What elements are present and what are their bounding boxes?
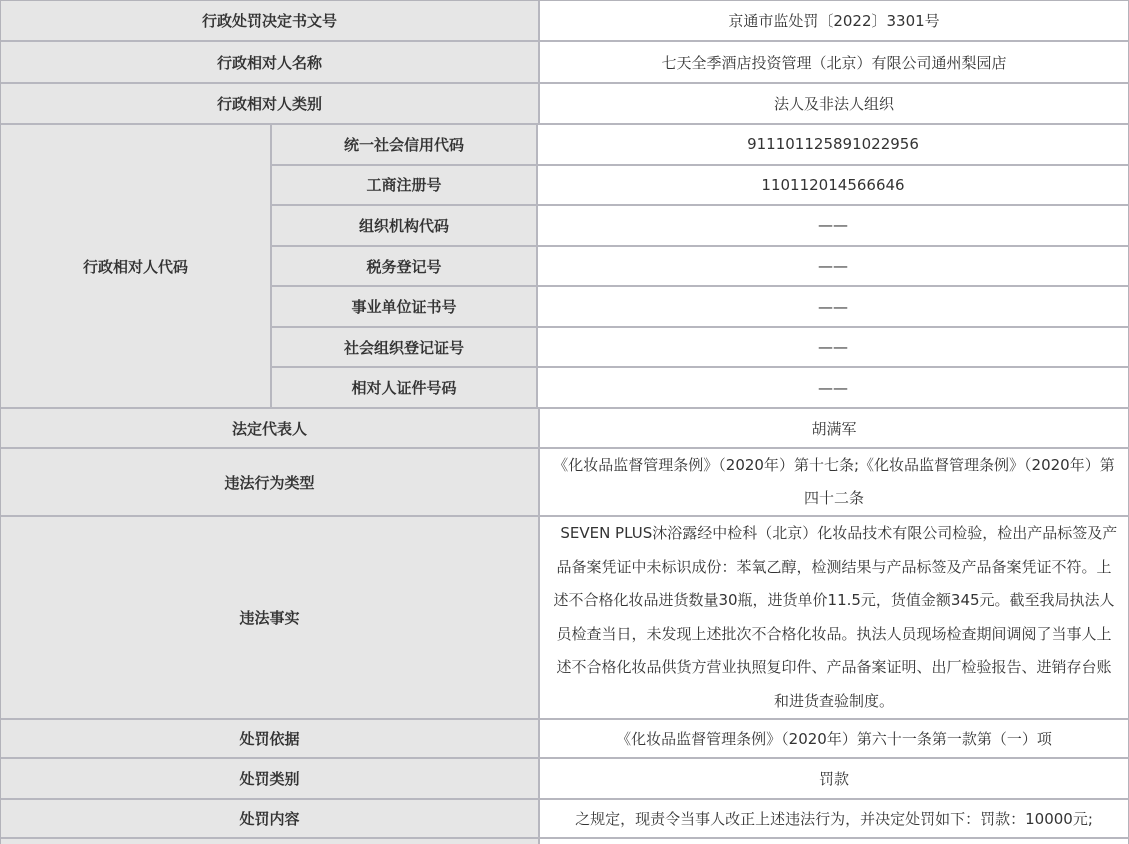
row-value: 罚款 (540, 759, 1128, 798)
row-label: 事业单位证书号 (272, 287, 538, 326)
row-label: 处罚依据 (1, 720, 540, 757)
table-row-legal-representative (1, 409, 1128, 449)
table-subrow-credit-code (272, 125, 1128, 166)
row-label: 行政相对人代码 (1, 125, 272, 407)
row-value: —— (538, 206, 1128, 245)
table-subrow-institution-cert-number (272, 287, 1128, 328)
row-value: 之规定，现责令当事人改正上述违法行为，并决定处罚如下：罚款：10000元; (540, 800, 1128, 837)
table-row-decision-number (1, 1, 1128, 42)
row-value: —— (538, 328, 1128, 367)
table-row-penalty-basis (1, 720, 1128, 759)
table-subrow-org-code (272, 206, 1128, 247)
row-value: 911101125891022956 (538, 125, 1128, 164)
row-label: 行政相对人名称 (1, 42, 540, 82)
row-value: 法人及非法人组织 (540, 84, 1128, 123)
row-label: 行政处罚决定书文号 (1, 1, 540, 40)
row-label: 工商注册号 (272, 166, 538, 205)
table-row-violation-facts (1, 517, 1128, 720)
table-row-penalty-content (1, 800, 1128, 839)
row-value: —— (538, 368, 1128, 407)
table-subrow-social-org-reg-number (272, 328, 1128, 369)
table-subrow-party-id-number (272, 368, 1128, 407)
row-value: 《化妆品监督管理条例》（2020年）第六十一条第一款第（一）项 (540, 720, 1128, 757)
row-value: 七天全季酒店投资管理（北京）有限公司通州梨园店 (540, 42, 1128, 82)
table-row-penalty-category (1, 759, 1128, 800)
row-label: 社会组织登记证号 (272, 328, 538, 367)
table-row-partial (1, 839, 1128, 844)
table-row-party-type (1, 84, 1128, 125)
row-value (540, 839, 1128, 844)
row-label: 税务登记号 (272, 247, 538, 286)
row-label: 违法行为类型 (1, 449, 540, 515)
code-subrows (272, 125, 1128, 407)
row-value: 京通市监处罚〔2022〕3301号 (540, 1, 1128, 40)
row-label: 组织机构代码 (272, 206, 538, 245)
row-label: 相对人证件号码 (272, 368, 538, 407)
table-row-violation-type (1, 449, 1128, 517)
row-value: 110112014566646 (538, 166, 1128, 205)
row-value: 胡满军 (540, 409, 1128, 447)
row-label: 法定代表人 (1, 409, 540, 447)
row-label: 行政相对人类别 (1, 84, 540, 123)
row-label: 处罚类别 (1, 759, 540, 798)
table-subrow-business-reg-number (272, 166, 1128, 207)
row-label: 违法事实 (1, 517, 540, 718)
row-value: 《化妆品监督管理条例》（2020年）第十七条;《化妆品监督管理条例》（2020年）第四十二条 (540, 449, 1128, 515)
row-label: 统一社会信用代码 (272, 125, 538, 164)
row-label (1, 839, 540, 844)
row-value: —— (538, 247, 1128, 286)
table-row-party-name (1, 42, 1128, 84)
table-row-party-codes (1, 125, 1128, 409)
table-subrow-tax-reg-number (272, 247, 1128, 288)
row-value: SEVEN PLUS沐浴露经中检科（北京）化妆品技术有限公司检验，检出产品标签及产品备案凭证中未标识成份：苯氧乙醇，检测结果与产品标签及产品备案凭证不符。上述不合格化妆品进货数量30瓶，进货单价11.5元，货值金额345元。截至我局执法人员检查当日，未发现上述批次不合格化妆品。执法人员现场检查期间调阅了当事人上述不合格化妆品供货方营业执照复印件、产品备案证明、出厂检验报告、进销存台账和进货查验制度。 (540, 517, 1128, 718)
row-label: 处罚内容 (1, 800, 540, 837)
row-value: —— (538, 287, 1128, 326)
